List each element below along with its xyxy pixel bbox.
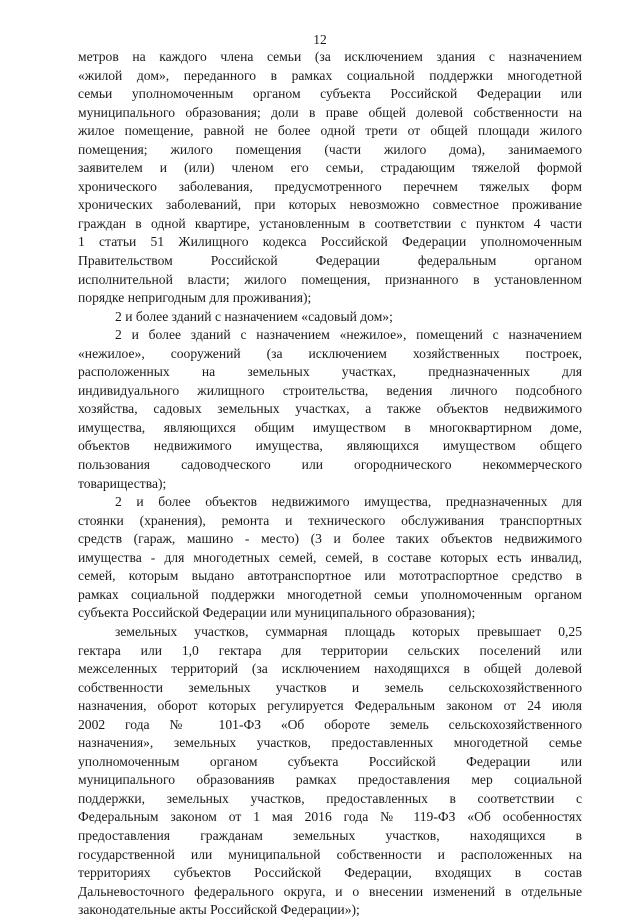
- text-line: 2 и более зданий с назначением «нежилое», помещений с назначением: [115, 327, 582, 343]
- text-line: назначения, оборот которых регулируется Федеральным законом от 24 июля: [78, 698, 582, 714]
- text-line: Дальневосточного федерального округа, и о внесении изменений в отдельные: [78, 883, 582, 899]
- document-body: [78, 48, 582, 920]
- text-line: субъекта Российской Федерации или муниципального образования);: [78, 605, 476, 621]
- text-line: Правительством Российской Федерации федеральным органом: [78, 253, 582, 269]
- text-line: поддержки, земельных участков, предоставленных в соответствии с: [78, 790, 582, 806]
- text-line: жилое помещение, равной не более одной трети от общей площади жилого: [78, 123, 582, 139]
- paragraph: [78, 326, 582, 493]
- text-line: «нежилое», сооружений (за исключением хозяйственных построек,: [78, 345, 582, 361]
- text-line: метров на каждого члена семьи (за исключением здания с назначением: [78, 49, 582, 64]
- text-line: гектара или 1,0 гектара для территории сельских поселений или: [78, 642, 582, 658]
- text-line: хозяйства, садовых земельных участках, а также объектов недвижимого: [78, 401, 582, 417]
- text-line: индивидуального жилищного строительства, ведения личного подсобного: [78, 382, 582, 398]
- text-line: товарищества);: [78, 475, 167, 491]
- text-line: законодательные акты Российской Федерации»);: [78, 902, 360, 918]
- text-line: помещения; жилого помещения (части жилого дома), занимаемого: [78, 141, 582, 157]
- paragraph: [78, 48, 582, 308]
- text-line: земельных участков, суммарная площадь которых превышает 0,25: [115, 623, 582, 639]
- page-number: 12: [313, 32, 327, 47]
- text-line: стоянки (хранения), ремонта и технического обслуживания транспортных: [78, 512, 582, 528]
- text-line: «жилой дом», переданного в рамках социальной поддержки многодетной: [78, 67, 582, 83]
- paragraph: [78, 623, 582, 920]
- text-line: граждан в одной квартире, установленным в соответствии с пунктом 4 части: [78, 215, 582, 231]
- text-line: Федеральным законом от 1 мая 2016 года № 119-ФЗ «Об особенностях: [78, 809, 582, 825]
- text-line: порядке непригодным для проживания);: [78, 290, 312, 306]
- text-line: уполномоченным органом субъекта Российской Федерации или: [78, 753, 582, 769]
- text-line: территориях субъектов Российской Федерации, входящих в состав: [78, 865, 582, 881]
- text-line: собственности земельных участков и земель сельскохозяйственного: [78, 679, 582, 695]
- text-line: заявителем и (или) членом его семьи, страдающим тяжелой формой: [78, 160, 582, 176]
- text-line: объектов недвижимого имущества, являющихся имуществом общего: [78, 438, 582, 454]
- text-line: государственной или муниципальной собственности и расположенных на: [78, 846, 582, 862]
- text-line: хронического заболевания, предусмотренного перечнем тяжелых форм: [78, 178, 582, 194]
- text-line: пользования садоводческого или огороднического некоммерческого: [78, 457, 582, 473]
- text-line: расположенных на земельных участках, предназначенных для: [78, 364, 582, 380]
- text-line: муниципального образования; доли в праве общей долевой собственности на: [78, 104, 582, 120]
- text-line: 2 и более зданий с назначением «садовый дом»;: [115, 308, 393, 324]
- text-line: назначения», земельных участков, предоставленных многодетной семье: [78, 735, 582, 751]
- text-line: средств (гараж, машино - место) (3 и более таких объектов недвижимого: [78, 531, 582, 547]
- text-line: 2 и более объектов недвижимого имущества, предназначенных для: [115, 494, 582, 510]
- paragraph: [78, 308, 582, 327]
- text-line: имущества, являющихся общим имуществом в многоквартирном доме,: [78, 419, 582, 435]
- text-line: имущества - для многодетных семей, семей, в составе которых есть инвалид,: [78, 549, 582, 565]
- text-line: исполнительной власти; жилого помещения, признанного в установленном: [78, 271, 582, 287]
- text-line: 2002 года № 101-ФЗ «Об обороте земель сельскохозяйственного: [78, 716, 582, 732]
- text-line: межселенных территорий (за исключением находящихся в общей долевой: [78, 661, 582, 677]
- text-line: 1 статьи 51 Жилищного кодекса Российской Федерации уполномоченным: [78, 234, 582, 250]
- text-line: хронических заболеваний, при которых невозможно совместное проживание: [78, 197, 582, 213]
- text-line: семьи уполномоченным органом субъекта Российской Федерации или: [78, 86, 582, 102]
- text-line: муниципального образованияв рамках предоставления мер социальной: [78, 772, 582, 788]
- text-line: семей, которым выдано автотранспортное или мототраспортное средство в: [78, 568, 582, 584]
- text-line: предоставления гражданам земельных участков, находящихся в: [78, 827, 582, 843]
- paragraph: [78, 493, 582, 623]
- text-line: рамках социальной поддержки многодетной семьи уполномоченным органом: [78, 586, 582, 602]
